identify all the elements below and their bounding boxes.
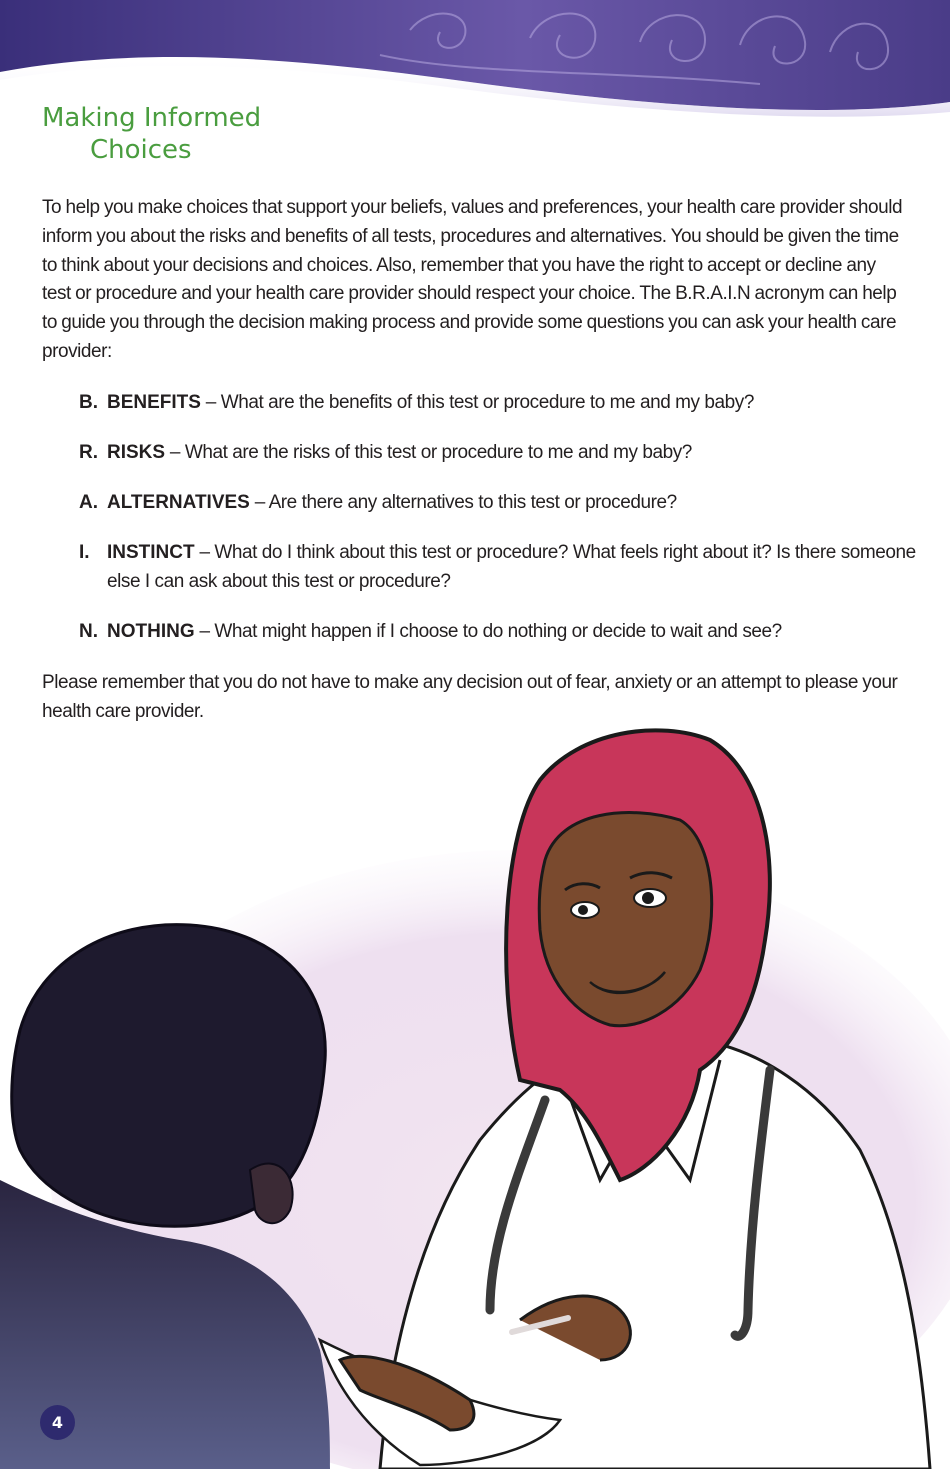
brain-letter: B. (79, 392, 98, 413)
provider-patient-illustration (0, 710, 950, 1469)
title-line-2: Choices (90, 135, 192, 165)
brain-letter: A. (79, 492, 98, 513)
brain-word: INSTINCT (107, 542, 195, 563)
brain-item-alternatives (79, 488, 919, 517)
brain-item-instinct (79, 538, 919, 596)
brain-question: – What do I think about this test or procedure? What feels right about it? Is there someone else I can ask about this test or procedure? (107, 542, 916, 592)
brain-letter: N. (79, 621, 98, 642)
intro-paragraph: To help you make choices that support your beliefs, values and preferences, your health care provider should inform you about the risks and benefits of all tests, procedures and alternatives. You should be given the time to think about your decisions and choices. Also, remember that you have the right to accept or decline any test or procedure and your health care provider should respect your choice. The B.R.A.I.N acronym can help to guide you through the decision making process and provide some questions you can ask your health care provider: (42, 197, 903, 362)
brain-word: RISKS (107, 442, 166, 463)
patient-ear (250, 1164, 293, 1224)
page-title (42, 102, 261, 166)
brain-letter: I. (79, 542, 90, 563)
title-line-1: Making Informed (42, 103, 262, 133)
brain-question: – What might happen if I choose to do nothing or decide to wait and see? (194, 621, 782, 642)
closing-paragraph: Please remember that you do not have to make any decision out of fear, anxiety or an attempt to please your health care provider. (42, 672, 898, 722)
brain-item-risks (79, 438, 919, 467)
page-number-badge: 4 (40, 1405, 75, 1440)
brain-item-benefits (79, 388, 919, 417)
brain-question: – What are the risks of this test or procedure to me and my baby? (165, 442, 692, 463)
brain-letter: R. (79, 442, 98, 463)
brain-question: – What are the benefits of this test or procedure to me and my baby? (200, 392, 754, 413)
brain-question: – Are there any alternatives to this test or procedure? (249, 492, 677, 513)
brain-list (79, 388, 919, 667)
brain-word: ALTERNATIVES (107, 492, 250, 513)
brain-word: NOTHING (107, 621, 195, 642)
brain-item-nothing (79, 617, 919, 646)
brain-word: BENEFITS (107, 392, 201, 413)
